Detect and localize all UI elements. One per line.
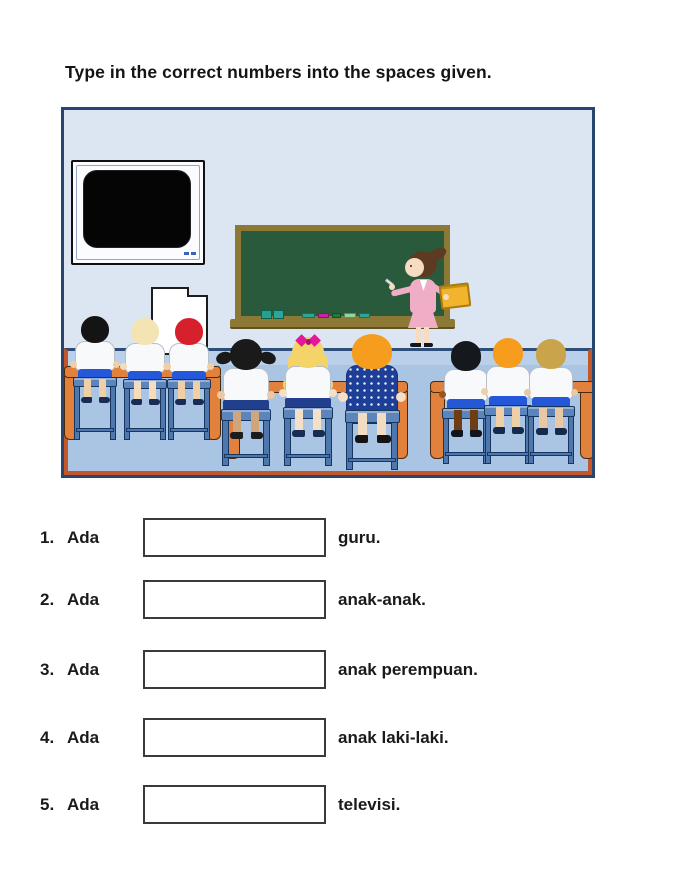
- student-part: [396, 392, 406, 402]
- student-part: [454, 410, 462, 432]
- student-part: [169, 343, 209, 373]
- chalk-stick-icon: [344, 313, 356, 318]
- chair-leg: [443, 418, 450, 464]
- chair-leg: [346, 422, 354, 471]
- student-part: [285, 366, 331, 401]
- student-part: [251, 411, 259, 434]
- question-text-post: televisi.: [338, 795, 401, 814]
- student-part: [134, 381, 141, 401]
- teacher-figure: [391, 251, 477, 353]
- student-part: [352, 334, 392, 369]
- student-part: [193, 381, 200, 401]
- student-part: [175, 399, 186, 405]
- teacher-hand: [443, 294, 449, 300]
- chair-rung: [76, 428, 114, 432]
- student-part: [120, 363, 127, 370]
- chair-leg: [284, 418, 291, 467]
- student-part: [529, 367, 573, 400]
- student-part: [230, 339, 262, 370]
- student-part: [470, 410, 478, 432]
- student-part: [292, 430, 305, 437]
- chair-rung: [286, 454, 330, 458]
- student-part: [131, 318, 159, 345]
- student-part: [377, 413, 386, 438]
- worksheet-title: Type in the correct numbers into the spaces given.: [65, 62, 492, 82]
- student-part: [512, 427, 524, 434]
- student-part: [355, 435, 369, 443]
- chair-rung: [224, 454, 268, 458]
- student-part: [377, 435, 391, 443]
- student-part: [267, 391, 275, 399]
- student-part: [233, 411, 241, 434]
- question-row: [0, 785, 700, 824]
- chair-leg: [124, 388, 130, 440]
- teacher-leg: [416, 327, 421, 344]
- student-part: [358, 413, 367, 438]
- answer-input[interactable]: [143, 718, 326, 757]
- student-part: [70, 361, 77, 368]
- answer-input[interactable]: [143, 650, 326, 689]
- chair-leg: [568, 416, 575, 464]
- question-text-pre: Ada: [67, 528, 100, 547]
- student-part: [149, 381, 156, 401]
- student-part: [125, 343, 165, 373]
- desk-leg: [580, 391, 595, 459]
- chair-rung: [170, 428, 208, 432]
- question-number: 4.: [40, 728, 55, 747]
- question-number: 1.: [40, 528, 55, 547]
- chalk-stick-icon: [318, 313, 329, 318]
- chair-leg: [222, 420, 229, 467]
- student-part: [539, 408, 547, 430]
- chair-rung: [126, 428, 164, 432]
- teacher-leg: [424, 327, 429, 344]
- chair-leg: [391, 422, 399, 471]
- student-part: [251, 432, 264, 439]
- student-part: [178, 381, 185, 401]
- chair-rung: [348, 458, 396, 462]
- answer-input[interactable]: [143, 785, 326, 824]
- student-part: [313, 430, 326, 437]
- question-text-post: anak perempuan.: [338, 660, 478, 679]
- student-part: [81, 316, 109, 343]
- question-number: 3.: [40, 660, 55, 679]
- student-part: [493, 427, 505, 434]
- classroom-illustration: [61, 107, 595, 478]
- student-part: [451, 430, 463, 437]
- student-part: [338, 392, 348, 402]
- student-part: [512, 407, 520, 429]
- chair-leg: [528, 416, 535, 464]
- student-part: [451, 341, 482, 371]
- question-row: [0, 518, 700, 557]
- answer-input[interactable]: [143, 580, 326, 619]
- student-part: [496, 407, 504, 429]
- question-row: [0, 650, 700, 689]
- teacher-skirt: [408, 311, 438, 328]
- student-part: [493, 338, 524, 368]
- student-part: [164, 363, 171, 370]
- chair-leg: [263, 420, 270, 467]
- student-part: [113, 361, 120, 368]
- student-part: [207, 363, 214, 370]
- question-text-pre: Ada: [67, 728, 100, 747]
- question-row: [0, 718, 700, 757]
- question-text-pre: Ada: [67, 660, 100, 679]
- question-text-pre: Ada: [67, 795, 100, 814]
- student-part: [230, 432, 243, 439]
- chair-leg: [325, 418, 332, 467]
- chair-rung: [445, 452, 487, 456]
- chair-rung: [487, 452, 529, 456]
- chair-rung: [530, 452, 572, 456]
- teacher-shoe: [410, 343, 421, 347]
- student-part: [81, 397, 92, 403]
- student-part: [175, 318, 203, 345]
- chalk-stick-icon: [302, 313, 315, 318]
- student-part: [313, 409, 321, 432]
- tv-screen: [83, 170, 191, 248]
- question-text-post: anak laki-laki.: [338, 728, 449, 747]
- chalk-stick-icon: [359, 313, 370, 318]
- student-part: [536, 339, 567, 369]
- student-part: [295, 409, 303, 432]
- student-part: [444, 369, 488, 402]
- student-part: [555, 428, 567, 435]
- question-text-post: anak-anak.: [338, 590, 426, 609]
- student-part: [75, 341, 115, 371]
- tv-knob: [184, 252, 189, 255]
- teacher-face: [405, 258, 424, 277]
- student-part: [536, 428, 548, 435]
- student-part: [223, 368, 269, 403]
- chalk-stick-icon: [332, 313, 341, 318]
- answer-input[interactable]: [143, 518, 326, 557]
- question-text-pre: Ada: [67, 590, 100, 609]
- tv-knob: [191, 252, 196, 255]
- chair-leg: [160, 388, 166, 440]
- student-part: [99, 397, 110, 403]
- tv-icon: [71, 160, 205, 265]
- student-part: [149, 399, 160, 405]
- chair-leg: [168, 388, 174, 440]
- chalk-box-icon: [261, 310, 272, 319]
- teacher-eye: [410, 265, 412, 267]
- question-number: 5.: [40, 795, 55, 814]
- student-part: [193, 399, 204, 405]
- teacher-shoe: [424, 343, 433, 347]
- teacher-hand: [389, 284, 395, 290]
- question-text-post: guru.: [338, 528, 381, 547]
- student-part: [470, 430, 482, 437]
- student-part: [84, 379, 91, 399]
- chair-leg: [485, 415, 492, 464]
- chair-leg: [204, 388, 210, 440]
- question-row: [0, 580, 700, 619]
- student-part: [99, 379, 106, 399]
- student-part: [131, 399, 142, 405]
- student-part: [555, 408, 563, 430]
- chalk-box-icon: [273, 310, 284, 319]
- question-number: 2.: [40, 590, 55, 609]
- student-part: [329, 389, 337, 397]
